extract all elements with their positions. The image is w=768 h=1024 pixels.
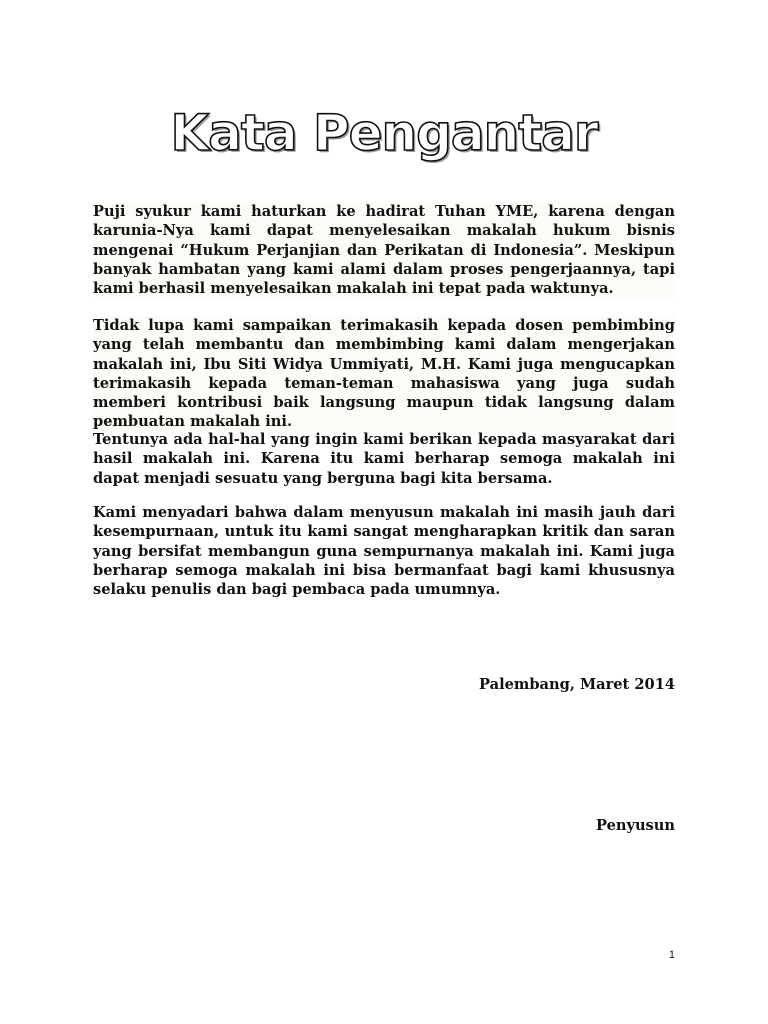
paragraph-hope: Tentunya ada hal-hal yang ingin kami berikan kepada masyarakat dari hasil makalah ini. Karena itu kami berharap semoga makalah ini dapat menjadi sesuatu yang berguna bagi kita bersama.	[93, 431, 675, 487]
page-number: 1	[668, 949, 675, 961]
paragraph-closing: Kami menyadari bahwa dalam menyusun makalah ini masih jauh dari kesempurnaan, untuk itu kami sangat mengharapkan kritik dan saran yang bersifat membangun guna sempurnanya makalah ini. Kami juga berharap semoga makalah ini bisa bermanfaat bagi kami khususnya selaku penulis dan bagi pembaca pada umumnya.	[93, 504, 675, 599]
paragraph-thanks: Tidak lupa kami sampaikan terimakasih kepada dosen pembimbing yang telah membantu dan membimbing kami dalam mengerjakan makalah ini, Ibu Siti Widya Ummiyati, M.H. Kami juga mengucapkan terimakasih kepada teman-teman mahasiswa yang juga sudah memberi kontribusi baik langsung maupun tidak langsung dalam pembuatan makalah ini.	[93, 317, 675, 431]
paragraph-acknowledgement-intro: Puji syukur kami haturkan ke hadirat Tuhan YME, karena dengan karunia-Nya kami dapat menyelesaikan makalah hukum bisnis mengenai “Hukum Perjanjian dan Perikatan di Indonesia”. Meskipun banyak hambatan yang kami alami dalam proses pengerjaannya, tapi kami berhasil menyelesaikan makalah ini tepat pada waktunya.	[93, 203, 675, 298]
place-date: Palembang, Maret 2014	[479, 676, 675, 693]
signature-label: Penyusun	[595, 817, 675, 834]
page-title: Kata Pengantar	[170, 104, 598, 162]
